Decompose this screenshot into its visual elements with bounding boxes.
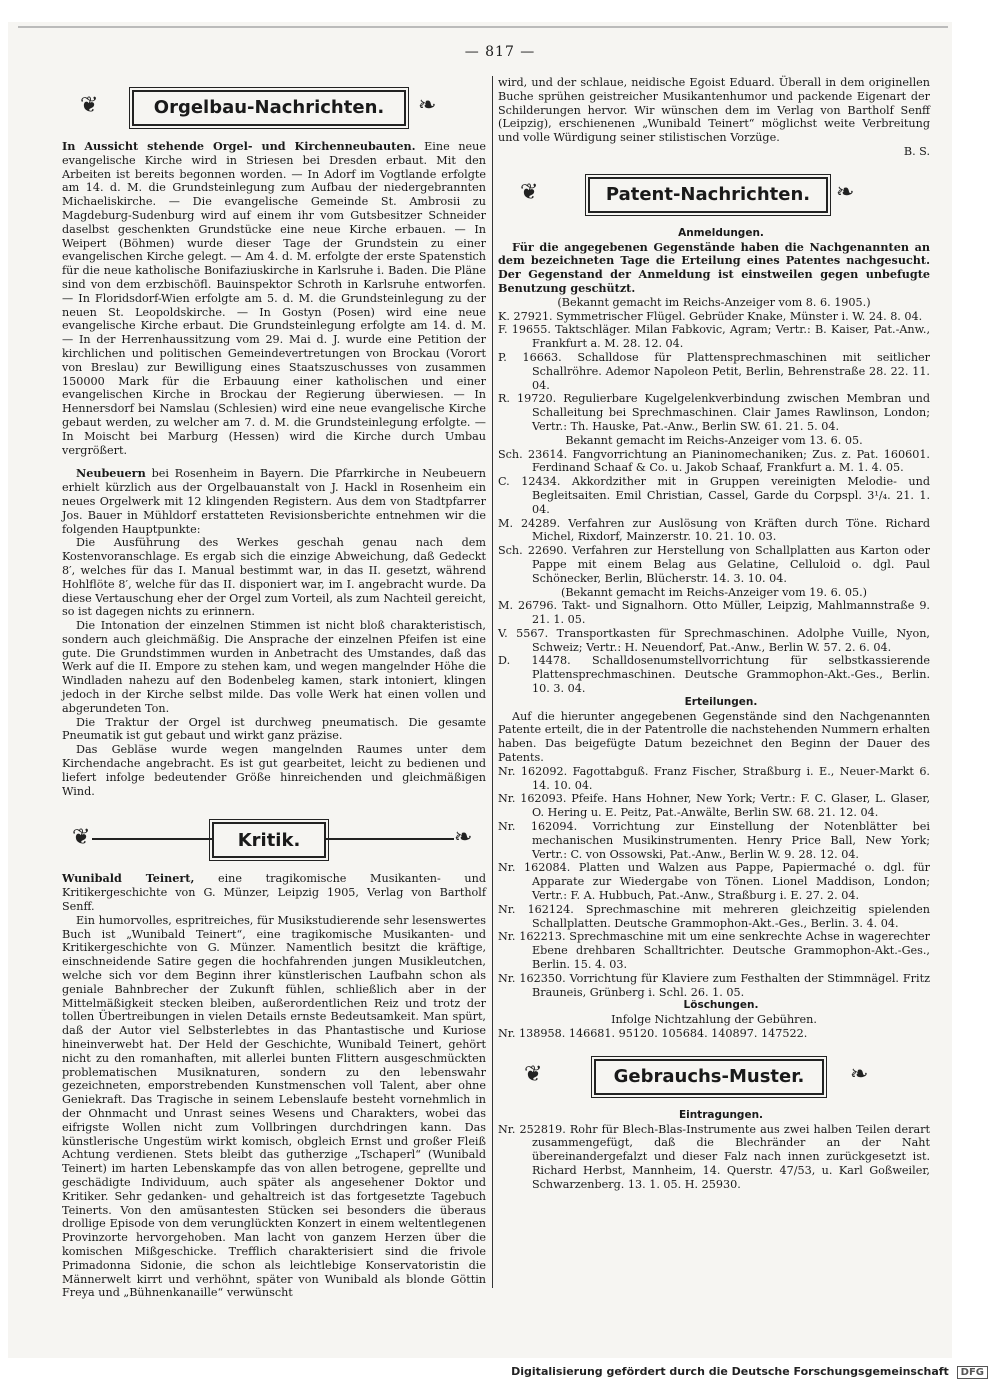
list-item: P. 16663. Schalldose für Plattensprechmaschinen mit seitlicher Schallröhre. Ademor Napoleon Petit, Berlin, Behrenstraße 28. 22. 11. 04. [498, 350, 930, 392]
subheading: Löschungen. [683, 999, 759, 1012]
list-item: Nr. 162084. Platten und Walzen aus Pappe, Papiermaché o. dgl. für Apparate zur Wiedergabe von Tönen. Lionel Maddison, London; Vertr.: F. A. Hubbuch, Pat.-Anw., Straßburg i. E. 27. 2. 04. [498, 861, 930, 903]
paragraph: Die Ausführung des Werkes geschah genau nach dem Kostenvoranschlage. Es ergab sich die einzige Abweichung, daß Gedeckt 8′, welches für das I. Manual bestimmt war, in das II. gesetzt, während Hohlflöte 8′, welche für das II. disponiert war, im I. angebracht wurde. Da diese Vertauschung eher der Orgel zum Vorteil, als zum Nachteil gereicht, so ist dagegen nichts zu erinnern. [62, 536, 486, 619]
ornament-line [92, 838, 212, 840]
right-column [498, 76, 930, 1192]
paragraph [62, 467, 486, 536]
paragraph: Die Traktur der Orgel ist durchweg pneumatisch. Die gesamte Pneumatik ist gut gebaut und wirkt ganz präzise. [62, 715, 486, 743]
list-item: Nr. 252819. Rohr für Blech-Blas-Instrumente aus zwei halben Teilen derart zusammengefügt, daß die Blechränder an der Naht übereinandergefalzt und dieser Falz nach innen zurückgesetzt ist. Richard Herbst, Mannheim, 14. Querstr. 47/53, u. Karl Goßweiler, Schwarzenberg. 13. 1. 05. H. 25930. [498, 1122, 930, 1191]
list-item: Nr. 162124. Sprechmaschine mit mehreren gleichzeitig spielenden Schallplatten. Deutsche Grammophon-Akt.-Ges., Berlin. 3. 4. 04. [498, 902, 930, 930]
list-item: Nr. 162213. Sprechmaschine mit um eine senkrechte Achse in wagerechter Ebene drehbaren Schalltrichter. Deutsche Grammophon-Akt.-Ges., Berlin. 15. 4. 03. [498, 930, 930, 972]
paragraph: Auf die hierunter angegebenen Gegenstände sind den Nachgenannten Patente erteilt, die in der Patentrolle die nachstehenden Nummern erhalten haben. Das beigefügte Datum bezeichnet den Beginn der Dauer des Patents. [498, 709, 930, 765]
paragraph-text: eine tragikomische Musikanten- und Kritikergeschichte von G. Münzer, Leipzig 1905, Verlag von Bartholf Senff. [62, 872, 486, 914]
list-item: D. 14478. Schalldosenumstellvorrichtung für selbstkassierende Plattensprechmaschinen. Deutsche Grammophon-Akt.-Ges., Berlin. 10. 3. 04. [498, 654, 930, 696]
column-divider [492, 76, 493, 1288]
footer [511, 1365, 988, 1379]
paragraph: Die Intonation der einzelnen Stimmen ist nicht bloß charakteristisch, sondern auch gleichmäßig. Die Ansprache der einzelnen Pfeifen ist eine gute. Die Grundstimmen wurden in Anbetracht des Umstandes, daß das Werk auf die II. Empore zu stehen kam, und wegen mangelnder Höhe die Windladen nahezu auf den Bodenbeleg kamen, stark intoniert, klingen jedoch in der Kirche selbst milde. Das volle Werk hat einen vollen und abgerundeten Ton. [62, 619, 486, 715]
subheading: Erteilungen. [684, 695, 758, 708]
list-item: K. 27921. Symmetrischer Flügel. Gebrüder Knake, Münster i. W. 24. 8. 04. [498, 309, 923, 323]
list-item: F. 19655. Taktschläger. Milan Fabkovic, Agram; Vertr.: B. Kaiser, Pat.-Anw., Frankfurt a. M. 28. 12. 04. [498, 323, 930, 351]
ornament-icon: ❦ [72, 825, 91, 851]
list-item: Nr. 162092. Fagottabguß. Franz Fischer, Straßburg i. E., Neuer-Markt 6. 14. 10. 04. [498, 764, 930, 792]
paragraph [62, 140, 486, 457]
subheading: Anmeldungen. [678, 226, 764, 239]
section-title: Kritik. [212, 822, 326, 858]
ornament-icon: ❧ [454, 825, 473, 851]
paragraph: Für die angegebenen Gegenstände haben die Nachgenannten an dem bezeichneten Tage die Erteilung eines Patentes nachgesucht. Der Gegenstand der Anmeldung ist einstweilen gegen unbefugte Benutzung geschützt. [498, 239, 930, 295]
paragraph-text: Eine neue evangelische Kirche wird in Striesen bei Dresden erbaut. Mit den Arbeiten ist bereits begonnen worden. — In Adorf im Vogtlande erfolgte am 14. d. M. die Grundsteinlegung zum Aufbau der niedergebrannten Michaeliskirche. — Die evangelische Gemeinde St. Ambrosii zu Magdeburg-Sudenburg wird auf einem ihr vom Gutsbesitzer Schneider daselbst geschenkten Grundstücke eine neue Kirche erbauen. — In Weipert (Böhmen) wurde dieser Tage der Grundstein zu einer evangelischen Kirche gelegt. — Am 4. d. M. erfolgte der erste Spatenstich für die neue katholische Bonifaziuskirche in Karlsruhe i. Baden. Die Pläne sind von dem erzbischöfl. Bauinspektor Schroth in Karlsruhe entworfen. — In Floridsdorf-Wien erfolgte am 5. d. M. die Grundsteinlegung zu der neuen St. Leopoldskirche. — In Gostyn (Posen) wird eine neue evangelische Kirche erbaut. Die Grundsteinlegung erfolgte am 14. d. M. — In der Herrenhaussitzung vom 29. Mai d. J. wurde eine Petition der kirchlichen und politischen Gemeindevertretungen von Brockau (Vorort von Breslau) zur Bewilligung eines Staatszuschusses von zusammen 150000 Mark für die Erbauung einer katholischen und einer evangelischen Kirche in Brockau der Regierung überwiesen. — In Hennersdorf bei Namslau (Schlesien) wird eine neue evangelische Kirche gebaut werden, zu welcher am 7. d. M. die Grundsteinlegung erfolgte. — In Moischt bei Marburg (Hessen) wird die Kirche durch Umbau vergrößert. [62, 140, 487, 457]
kritik-banner [62, 818, 486, 862]
list-item: V. 5567. Transportkasten für Sprechmaschinen. Adolphe Vuille, Nyon, Schweiz; Vertr.: H. Neuendorf, Pat.-Anw., Berlin W. 57. 2. 6. 04. [498, 626, 930, 654]
list-item: Sch. 22690. Verfahren zur Herstellung von Schallplatten aus Karton oder Pappe mit einem Belag aus Gelatine, Celluloid o. dgl. Paul Schönecker, Berlin, Blücherstr. 14. 3. 10. 04. [498, 544, 930, 585]
paragraph-text: bei Rosenheim in Bayern. Die Pfarrkirche in Neubeuern erhielt kürzlich aus der Orgelbauanstalt von J. Hackl in Rosenheim ein neues Orgelwerk mit 12 klingenden Registern. Aus dem von Stadtpfarrer Jos. Bauer in Mühldorf erstatteten Revisionsberichte entnehmen wir die folgenden Hauptpunkte: [62, 467, 487, 536]
list-item: Nr. 162093. Pfeife. Hans Hohner, New York; Vertr.: F. C. Glaser, L. Glaser, O. Hering u. E. Peitz, Pat.-Anwälte, Berlin SW. 68. 21. 12. 04. [498, 792, 930, 820]
list-item: R. 19720. Regulierbare Kugelgelenkverbindung zwischen Membran und Schalleitung bei Sprechmaschinen. Clair James Rawlinson, London; Vertr.: Th. Hauske, Pat.-Anw., Berlin SW. 61. 21. 5. 04. [498, 392, 930, 433]
list-item: Nr. 138958. 146681. 95120. 105684. 140897. 147522. [498, 1027, 808, 1040]
paragraph-heading: Wunibald Teinert, [62, 871, 195, 886]
ornament-line [324, 838, 454, 840]
patent-banner [498, 173, 930, 217]
notice: (Bekannt gemacht im Reichs-Anzeiger vom 8. 6. 1905.) [557, 295, 871, 309]
paragraph [62, 872, 486, 913]
left-column [62, 80, 486, 1300]
subheading: Eintragungen. [678, 1108, 764, 1121]
ornament-icon: ❧ [850, 1061, 869, 1087]
gebrauch-banner [498, 1055, 930, 1099]
list-item: M. 26796. Takt- und Signalhorn. Otto Müller, Leipzig, Mahlmannstraße 9. 21. 1. 05. [498, 599, 930, 627]
list-item: C. 12434. Akkordzither mit in Gruppen vereinigten Melodie- und Begleitsaiten. Emil Christian, Cassel, Garde du Corpspl. 3¹/₄. 21. 1. 04. [498, 475, 930, 516]
section-title: Patent-Nachrichten. [588, 177, 828, 213]
notice: Bekannt gemacht im Reichs-Anzeiger vom 13. 6. 05. [565, 433, 863, 447]
paragraph: wird, und der schlaue, neidische Egoist Eduard. Überall in dem originellen Buche sprühen geistreicher Musikantenhumor und packende Eigenart der Schilderungen hervor. Wir wünschen dem im Verlag von Bartholf Senff (Leipzig), erschienenen „Wunibald Teinert“ möglichst weite Verbreitung und volle Würdigung seiner stilistischen Vorzüge. [498, 76, 930, 145]
dfg-logo[interactable]: DFG [957, 1366, 988, 1379]
ornament-icon: ❧ [418, 93, 437, 118]
top-rule [18, 26, 948, 28]
page-number: — 817 — [464, 44, 536, 60]
ornament-icon: ❧ [836, 179, 855, 205]
footer-text: Digitalisierung gefördert durch die Deutsche Forschungsgemeinschaft [511, 1365, 949, 1378]
orgel-banner [62, 86, 486, 130]
paragraph: Ein humorvolles, espritreiches, für Musikstudierende sehr lesenswertes Buch ist „Wunibald Teinert“, eine tragikomische Musikanten- und Kritikergeschichte von G. Münzer. Namentlich besitzt die kräftige, einschneidende Satire gegen die hochfahrenden jungen Musikleutchen, welche sich vor dem Beginn ihrer künstlerischen Laufbahn schon als geniale Bahnbrecher der Zukunft fühlen, schließlich aber in der Mittelmäßigkeit stecken bleiben, außerordentlichen Reiz und trotz der tollen Übertreibungen in vielen Details ernste Bedeutsamkeit. Man spürt, daß der Autor viel Selbsterlebtes in das Phantastische und Kuriose hineinverwebt hat. Der Held der Geschichte, Wunibald Teinert, gehört nicht zu den romanhaften, mit allerlei bunten Flittern ausgeschmückten problematischen Musiknaturen, sondern zu den lebenswahr gezeichneten, emporstrebenden Kunstmenschen voll Talent, aber ohne Geniekraft. Das Tragische in seinem Lebenslaufe besteht vornehmlich in der Ohnmacht und Unrast seines Wesens und Charakters, wobei das eifrigste Wollen nicht zum Vollbringen durchdringen kann. Das künstlerische Ungestüm wirkt komisch, obgleich Ernst und großer Fleiß Achtung verdienen. Stets bleibt das gutherzige „Tschaperl“ (Wunibald Teinert) im harten Lebenskampfe das von allen betrogene, geprellte und geschädigte Individuum, auch später als angesehener Doktor und Kritiker. Sehr gedanken- und gehaltreich ist das fortgesetzte Tagebuch Teinerts. Von den amüsantesten Stücken sei besonders die überaus drollige Episode von dem verunglückten Konzert in einem weltentlegenen Provinzorte hervorgehoben. Man lacht von ganzem Herzen über die komischen Mißgeschicke. Trefflich charakterisiert sind die frivole Primadonna Sidonie, die schon als leichtlebige Konservatoristin die Männerwelt kirrt und verhöhnt, später von Wunibald als blonde Göttin Freya und „Bühnenkanaille“ verwünscht [62, 913, 486, 1300]
ornament-icon: ❦ [520, 179, 539, 205]
section-title: Orgelbau-Nachrichten. [132, 90, 406, 126]
list-item: Sch. 23614. Fangvorrichtung an Pianinomechaniken; Zus. z. Pat. 160601. Ferdinand Schaaf & Co. u. Jakob Schaaf, Frankfurt a. M. 1. 4. 05. [498, 447, 930, 475]
notice: (Bekannt gemacht im Reichs-Anzeiger vom 19. 6. 05.) [560, 585, 868, 599]
notice: Infolge Nichtzahlung der Gebühren. [611, 1013, 817, 1027]
paragraph: Das Gebläse wurde wegen mangelnden Raumes unter dem Kirchendache angebracht. Es ist gut gearbeitet, leicht zu bedienen und liefert infolge bedeutender Größe hinreichenden und gleichmäßigen Wind. [62, 743, 486, 798]
list-item: Nr. 162094. Vorrichtung zur Einstellung der Notenblätter bei mechanischen Musikinstrumenten. Henry Price Ball, New York; Vertr.: C. von Ossowski, Pat.-Anw., Berlin W. 9. 28. 12. 04. [498, 820, 930, 861]
list-item: Nr. 162350. Vorrichtung für Klaviere zum Festhalten der Stimmnägel. Fritz Brauneis, Grünberg i. Schl. 26. 1. 05. [498, 971, 930, 999]
paragraph-heading: Neubeuern [76, 466, 146, 481]
paragraph-heading: In Aussicht stehende Orgel- und Kirchenneubauten. [62, 139, 416, 153]
signature: B. S. [903, 144, 930, 158]
ornament-icon: ❦ [524, 1061, 543, 1087]
list-item: M. 24289. Verfahren zur Auslösung von Kräften durch Töne. Richard Michel, Rixdorf, Mainzerstr. 10. 21. 10. 03. [498, 516, 930, 544]
ornament-icon: ❦ [80, 93, 99, 118]
section-title: Gebrauchs-Muster. [594, 1059, 824, 1095]
